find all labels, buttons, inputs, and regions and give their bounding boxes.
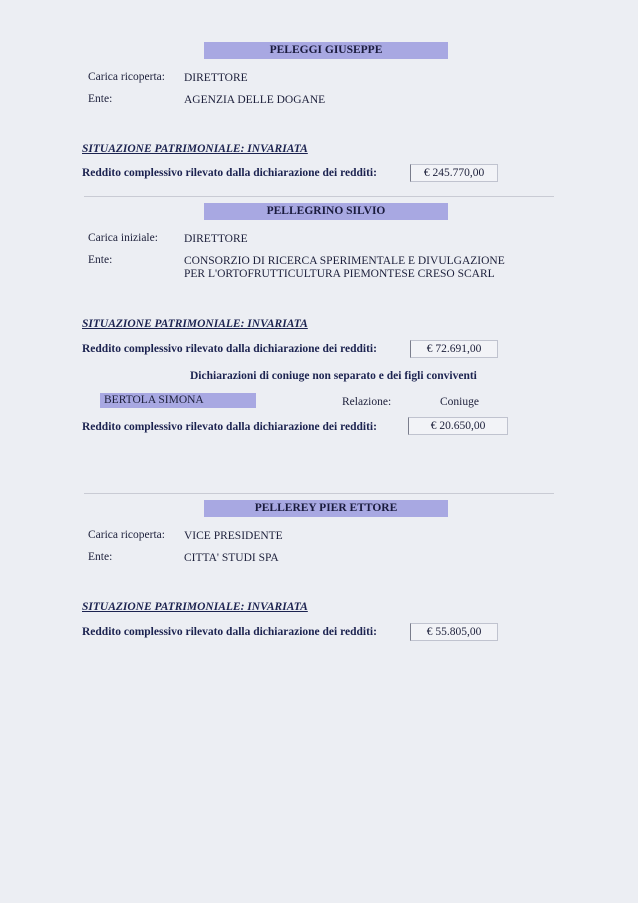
reddito-amount: € 72.691,00 [410,340,498,358]
spouse-section-heading: Dichiarazioni di coniuge non separato e dei figli conviventi [190,370,477,382]
ente-value-line2: PER L'ORTOFRUTTICULTURA PIEMONTESE CRESO SCARL [184,268,495,280]
reddito-label: Reddito complessivo rilevato dalla dichiarazione dei redditi: [82,626,377,638]
situazione-patrimoniale: SITUAZIONE PATRIMONIALE: INVARIATA [82,143,308,155]
role-label: Carica iniziale: [88,232,158,244]
section-divider [84,196,554,197]
role-label: Carica ricoperta: [88,71,165,83]
person-name-pellegrino: PELLEGRINO SILVIO [204,203,448,220]
role-value: DIRETTORE [184,233,248,245]
ente-label: Ente: [88,254,113,266]
person-name-pellerey: PELLEREY PIER ETTORE [204,500,448,517]
role-value: VICE PRESIDENTE [184,530,283,542]
situazione-patrimoniale: SITUAZIONE PATRIMONIALE: INVARIATA [82,601,308,613]
reddito-label: Reddito complessivo rilevato dalla dichiarazione dei redditi: [82,167,377,179]
ente-label: Ente: [88,551,113,563]
situazione-patrimoniale: SITUAZIONE PATRIMONIALE: INVARIATA [82,318,308,330]
ente-label: Ente: [88,93,113,105]
person-name-peleggi: PELEGGI GIUSEPPE [204,42,448,59]
relazione-value: Coniuge [440,396,479,408]
spouse-name: BERTOLA SIMONA [100,393,256,408]
spouse-reddito-amount: € 20.650,00 [408,417,508,435]
relazione-label: Relazione: [342,396,392,408]
spouse-reddito-label: Reddito complessivo rilevato dalla dichiarazione dei redditi: [82,421,377,433]
role-label: Carica ricoperta: [88,529,165,541]
ente-value: CITTA' STUDI SPA [184,552,279,564]
ente-value: AGENZIA DELLE DOGANE [184,94,326,106]
reddito-label: Reddito complessivo rilevato dalla dichiarazione dei redditi: [82,343,377,355]
section-divider [84,493,554,494]
ente-value-line1: CONSORZIO DI RICERCA SPERIMENTALE E DIVULGAZIONE [184,255,505,267]
reddito-amount: € 55.805,00 [410,623,498,641]
reddito-amount: € 245.770,00 [410,164,498,182]
role-value: DIRETTORE [184,72,248,84]
